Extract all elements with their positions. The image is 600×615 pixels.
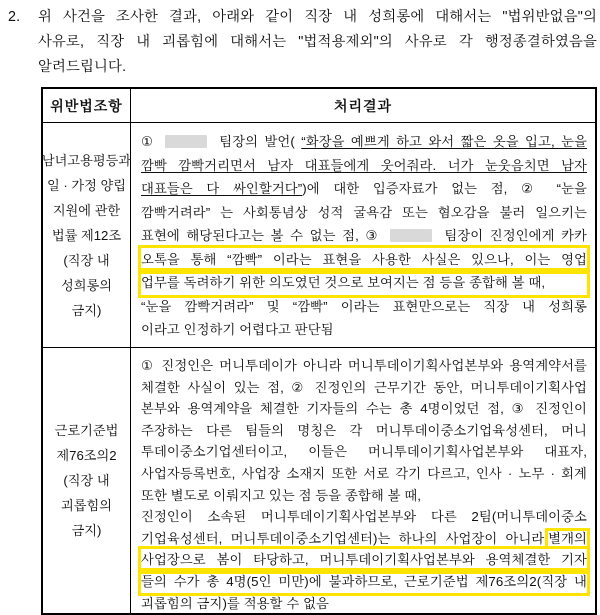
text-segment: 근로기준법 (54, 423, 119, 438)
text-segment: 금지) (71, 302, 102, 318)
text-segment: 성희롱의 (61, 277, 112, 293)
text-line (61, 273, 112, 298)
text-segment: 남녀고용평등과 (41, 152, 132, 168)
text-segment: 사업자등록번호, 사업장 소재지 또한 서로 각기 다르고, 인사 · 노무 · 회계 (141, 465, 587, 481)
text-line (141, 177, 587, 201)
text-segment: “눈을 깜빡거려라” 및 “깜빡” 이라는 표현만으로는 직장 내 성희롱 (141, 298, 587, 314)
text-line (63, 248, 109, 273)
text-line (141, 318, 587, 342)
text-segment: 업무를 독려하기 위한 의도였던 것으로 보여지는 점 등을 종합해 볼 때, (141, 275, 546, 290)
text-line (141, 571, 587, 593)
text-segment: 대표들은 다 싸인할거다” (141, 181, 303, 196)
text-line (141, 377, 587, 399)
text-segment: ① (141, 134, 162, 149)
text-segment: 기업육성센터, 머니투데이중소기업센터)는 하나의 사업장이 아니라, (141, 530, 549, 546)
text-line (56, 443, 116, 468)
text-line (141, 355, 587, 377)
text-line (141, 130, 587, 154)
text-segment: 일 · 가정 양립 (46, 177, 127, 193)
text-segment: 금지) (71, 523, 102, 538)
text-line (141, 201, 587, 225)
text-line (141, 420, 587, 442)
text-segment: 들의 수가 총 4명(5인 미만)에 불과하므로, 근로기준법 제76조의2(직장 내 (141, 573, 587, 589)
text-segment: 진정인이 소속된 머니투데이기획사업본부와 다른 2팀(머니투데이중소 (141, 509, 587, 525)
text-line (141, 463, 587, 485)
text-line (61, 493, 112, 518)
redaction-box (165, 135, 207, 148)
text-segment: (직장 내 (63, 473, 110, 488)
intro-paragraph-lines (38, 5, 597, 80)
text-line (55, 418, 119, 443)
intro-paragraph (8, 5, 597, 80)
text-segment: 사업장으로 봄이 타당하고, 머니투데이기획사업본부와 용역체결한 기자 (141, 552, 587, 568)
text-segment: 표현에 해당된다고는 볼 수 없는 점, ③ (141, 228, 387, 243)
text-line (141, 549, 587, 571)
text-line (47, 173, 126, 198)
text-segment: 법률 제12조 (51, 227, 122, 243)
text-segment: 괴롭힘의 금지)를 적용할 수 없음 (141, 595, 329, 611)
text-segment: 이라고 인정하기 어렵다고 판단됨 (141, 322, 334, 337)
text-segment: 별개의 (548, 530, 587, 546)
result-cell-row2 (131, 348, 595, 613)
redaction-box (390, 229, 432, 242)
text-segment: 제76조의2 (56, 448, 117, 463)
text-segment: 지원에 관한 (52, 202, 121, 218)
text-line (72, 518, 102, 543)
text-line (141, 441, 587, 463)
table-header-result: 처리결과 (131, 89, 595, 123)
text-line (141, 271, 587, 295)
text-line (141, 398, 587, 420)
text-segment: ① 진정인은 머니투데이가 아니라 머니투데이기획사업본부와 용역계약서를 (141, 358, 587, 373)
text-segment: 알려드립니다. (38, 59, 127, 75)
text-segment: 사유로, 직장 내 괴롭힘에 대해서는 "법적용제외"의 사유로 각 행정종결하였음을 (38, 34, 597, 50)
text-segment: )에 대한 입증자료가 없는 점, ② “눈을 (302, 181, 587, 196)
text-segment: 괴롭힘의 (61, 498, 112, 513)
text-line (141, 154, 587, 178)
text-line (52, 223, 121, 248)
results-table (41, 87, 597, 615)
text-line (42, 148, 131, 173)
paragraph-number: 2. (8, 9, 21, 25)
text-segment: 체결한 사실이 있는 점, ② 진정인의 근무기간 동안, 머니투데이기획사업 (141, 379, 587, 395)
text-segment: 팀장의 발언( (212, 134, 302, 149)
text-line (141, 506, 587, 528)
text-segment: “화장을 예쁘게 하고 와서 짧은 옷을 입고, 눈을 (301, 134, 587, 149)
table-header-violated-law: 위반법조항 (43, 89, 131, 123)
text-segment: 투데이중소기업센터이고, 이들은 머니투데이기획사업본부와 대표자, (141, 444, 587, 460)
law-cell-row2 (43, 348, 131, 613)
text-line (141, 295, 587, 319)
text-line (38, 30, 597, 55)
text-segment: 본부와 용역계약을 체결한 기자들의 수는 총 4명이었던 점, ③ 진정인이 (141, 401, 587, 417)
text-line (141, 485, 587, 507)
text-line (63, 468, 109, 493)
text-segment: 깜빡거려라” 는 사회통념상 성적 굴욕감 또는 혐오감을 불러 일으키는 (141, 204, 587, 220)
text-line (141, 528, 587, 550)
text-line (53, 198, 120, 223)
law-cell-row1 (43, 123, 131, 348)
text-line (141, 224, 587, 248)
text-line (141, 248, 587, 272)
text-segment: 또한 별도로 이뤄지고 있는 점 등을 종합해 볼 때, (141, 487, 422, 503)
text-segment: 위 사건을 조사한 결과, 아래와 같이 직장 내 성희롱에 대해서는 "법위반없음"의 (38, 9, 597, 25)
text-line (38, 5, 597, 30)
text-segment: 깜빡 깜빡거리면서 남자 대표들에게 웃어줘라. 너가 눈웃음치면 남자 (141, 157, 587, 173)
text-line (141, 593, 587, 615)
text-segment: 주장하는 다른 팀들의 명칭은 각 머니투데이중소기업육성센터, 머니 (141, 422, 587, 438)
text-segment: 팀장이 진정인에게 카카 (437, 228, 587, 243)
text-segment: 오톡을 통해 “깜빡” 이라는 표현을 사용한 사실은 있으나, 이는 영업 (141, 251, 587, 267)
text-line (38, 55, 597, 80)
text-segment: (직장 내 (63, 252, 110, 268)
text-line (72, 298, 102, 323)
result-cell-row1 (131, 123, 595, 348)
